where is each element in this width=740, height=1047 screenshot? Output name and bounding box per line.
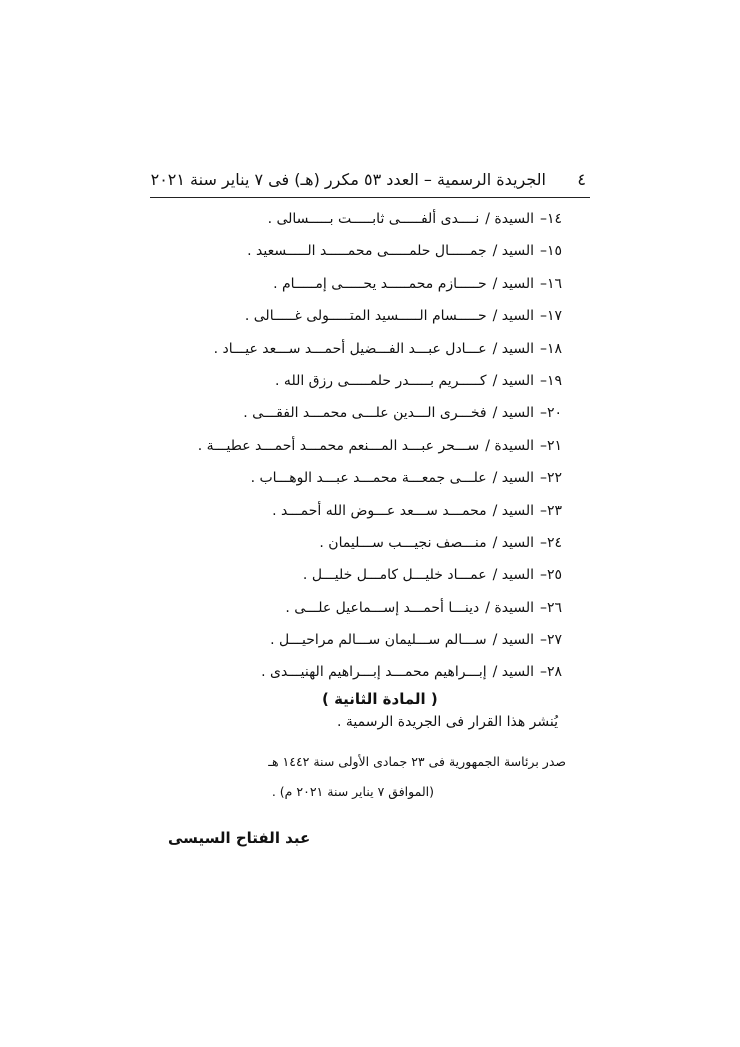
list-item: ٢٢–السيد /علـــى جمعـــة محمـــد عبـــد الوهـــاب .: [250, 470, 562, 487]
issued-line: صدر برئاسة الجمهورية فى ٢٣ جمادى الأولى سنة ١٤٤٢ هـ: [268, 754, 566, 769]
publish-clause: يُنشر هذا القرار فى الجريدة الرسمية .: [336, 714, 558, 730]
page-header: [150, 168, 590, 196]
list-item: ٢٤–السيد /منـــصف نجيـــب ســـليمان .: [319, 534, 562, 551]
page-number: ٤: [577, 170, 586, 189]
list-item: ٢١–السيدة /ســـحر عبـــد المـــنعم محمـــد أحمـــد عطيـــة .: [197, 437, 562, 454]
list-item: ١٤–السيدة /نــــدى ألفـــــى ثابـــــت بـــــسالى .: [267, 211, 562, 227]
list-item: ٢٣–السيد /محمـــد ســـعد عـــوض الله أحمـــد .: [272, 502, 562, 519]
list-item: ١٦–السيد /حـــــازم محمـــــد يحـــــى إمـــــام .: [273, 275, 562, 292]
gazette-title: الجريدة الرسمية – العدد ٥٣ مكرر (هـ) فى ٧ يناير سنة ٢٠٢١: [150, 170, 546, 189]
list-item: ١٥–السيد /جمـــــال حلمـــــى محمـــــد الـــــسعيد .: [247, 243, 562, 260]
list-item: ٢٥–السيد /عمـــاد خليـــل كامـــل خليـــل .: [302, 567, 562, 584]
header-rule: [150, 197, 590, 198]
corresponding-date: (الموافق ٧ يناير سنة ٢٠٢١ م) .: [271, 784, 434, 799]
list-item: ٢٦–السيدة /دينـــا أحمـــد إســـماعيل علـــى .: [285, 599, 562, 616]
article-heading: ( المادة الثانية ): [322, 690, 438, 708]
signature: عبد الفتاح السيسى: [168, 829, 311, 847]
list-item: ١٨–السيد /عـــادل عبـــد الفـــضيل أحمـــد ســـعد عيـــاد .: [213, 340, 562, 357]
list-item: ١٧–السيد /حـــــسام الـــــسيد المتـــــولى غـــــالى .: [244, 308, 562, 325]
list-item: ٢٠–السيد /فخـــرى الـــدين علـــى محمـــد الفقـــى .: [243, 405, 562, 422]
list-item: ٢٧–السيد /ســـالم ســـليمان ســـالم مراحيـــل .: [270, 632, 562, 649]
appointee-list: [198, 207, 562, 693]
list-item: ٢٨–السيد /إبـــراهيم محمـــد إبـــراهيم الهنيـــدى .: [261, 664, 562, 681]
list-item: ١٩–السيد /كـــــريم بـــــدر حلمـــــى رزق الله .: [275, 372, 562, 389]
